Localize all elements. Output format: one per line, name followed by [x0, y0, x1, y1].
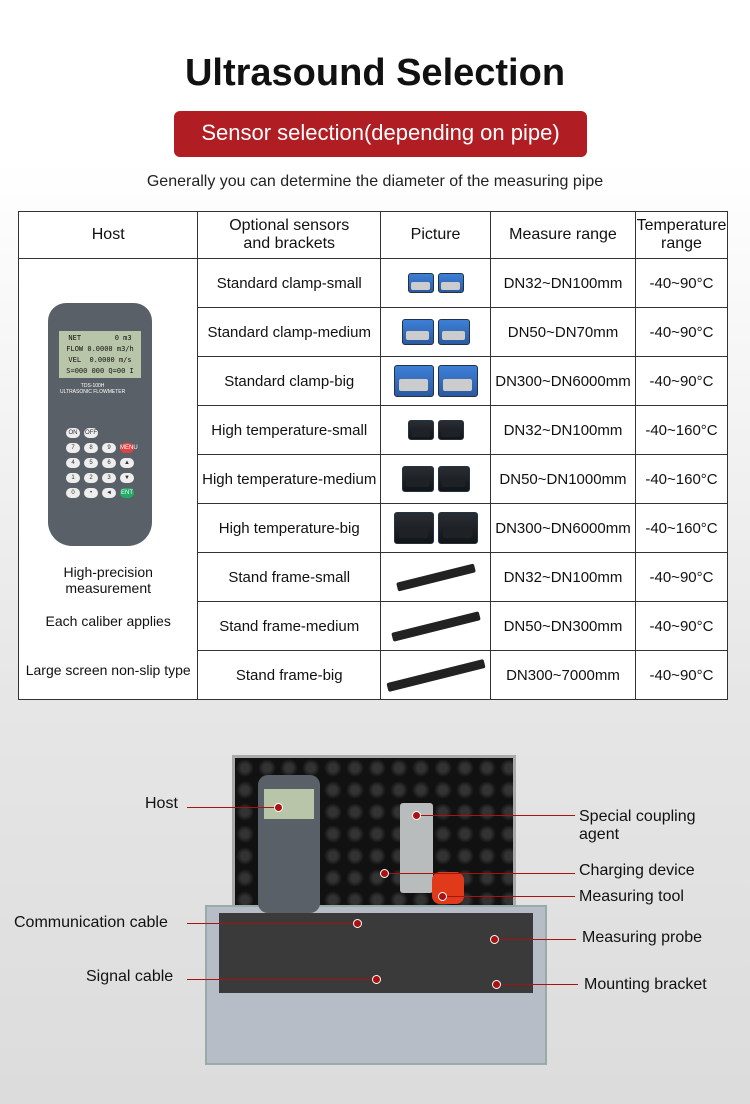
temperature-range: -40~160°C [635, 455, 727, 504]
measure-range: DN32~DN100mm [491, 259, 636, 308]
device-key: 7 [66, 443, 80, 453]
host-device-image [48, 303, 152, 546]
sensor-name: High temperature-big [198, 504, 381, 553]
sensor-name: High temperature-medium [198, 455, 381, 504]
device-key: 8 [84, 443, 98, 453]
sensor-name: Standard clamp-big [198, 357, 381, 406]
header-range: Measure range [491, 212, 636, 259]
measure-range: DN50~DN70mm [491, 308, 636, 357]
temperature-range: -40~90°C [635, 308, 727, 357]
sensor-picture [381, 504, 491, 553]
sensor-icon [402, 466, 434, 492]
sensor-icon [438, 365, 478, 397]
measuring-tape [432, 872, 464, 904]
measure-range: DN300~7000mm [491, 651, 636, 700]
temperature-range: -40~160°C [635, 504, 727, 553]
header-picture: Picture [381, 212, 491, 259]
sensor-icon [438, 319, 470, 345]
device-model: TDS-100H [80, 383, 105, 389]
measure-range: DN300~DN6000mm [491, 504, 636, 553]
page-title: Ultrasound Selection [184, 52, 566, 94]
sensor-icon [408, 273, 434, 293]
measure-range: DN50~DN1000mm [491, 455, 636, 504]
device-key: 0 [66, 488, 80, 498]
host-feature: Each caliber applies [45, 613, 171, 629]
label-measuring-tool: Measuring tool [579, 888, 684, 905]
sensor-name: Stand frame-big [198, 651, 381, 700]
sensor-picture [381, 455, 491, 504]
device-lcd: NET 0 m3 FLOW 0.0000 m3/h VEL 0.0000 m/s S=000 000 Q=00 I [59, 331, 141, 378]
header-host: Host [19, 212, 198, 259]
measure-range: DN32~DN100mm [491, 553, 636, 602]
device-key: 1 [66, 473, 80, 483]
device-key: 5 [84, 458, 98, 468]
header-sensors: Optional sensors and brackets [198, 212, 381, 259]
sensor-picture [381, 602, 491, 651]
stand-frame-icon [391, 611, 481, 642]
temperature-range: -40~90°C [635, 259, 727, 308]
device-key: 4 [66, 458, 80, 468]
label-communication-cable: Communication cable [14, 914, 168, 931]
label-mounting-bracket: Mounting bracket [584, 976, 707, 993]
case-host-device [258, 775, 320, 913]
sensor-icon [438, 273, 464, 293]
device-key: 6 [102, 458, 116, 468]
sensor-name: Stand frame-medium [198, 602, 381, 651]
host-feature: Large screen non-slip type [25, 662, 191, 678]
label-signal-cable: Signal cable [86, 968, 174, 985]
label-measuring-probe: Measuring probe [582, 929, 703, 946]
host-cell [19, 259, 198, 700]
device-brand: ULTRASONIC FLOWMETER [60, 389, 126, 395]
device-key: 2 [84, 473, 98, 483]
sensor-icon [438, 512, 478, 544]
sensor-picture [381, 259, 491, 308]
sensor-picture [381, 308, 491, 357]
stand-frame-icon [396, 563, 476, 591]
sensor-picture [381, 553, 491, 602]
table-row [19, 259, 728, 308]
device-key: ▲ [120, 458, 134, 468]
header-temp: Temperature range [635, 212, 727, 259]
measure-range: DN300~DN6000mm [491, 357, 636, 406]
device-key: MENU [120, 445, 138, 451]
sensor-icon [408, 420, 434, 440]
sensor-picture [381, 406, 491, 455]
temperature-range: -40~90°C [635, 651, 727, 700]
temperature-range: -40~90°C [635, 357, 727, 406]
sensor-name: Standard clamp-medium [198, 308, 381, 357]
subtitle-banner: Sensor selection(depending on pipe) [174, 111, 587, 157]
device-key: ENT [121, 490, 133, 496]
description: Generally you can determine the diameter of the measuring pipe [146, 173, 604, 190]
device-key: 9 [102, 443, 116, 453]
sensor-icon [402, 319, 434, 345]
device-key: ▼ [120, 473, 134, 483]
sensor-name: High temperature-small [198, 406, 381, 455]
temperature-range: -40~160°C [635, 406, 727, 455]
sensor-picture [381, 651, 491, 700]
sensor-name: Stand frame-small [198, 553, 381, 602]
label-host: Host [145, 795, 178, 812]
sensor-picture [381, 357, 491, 406]
sensor-icon [394, 365, 434, 397]
device-key: • [84, 488, 98, 498]
host-feature: High-precision measurement [63, 564, 153, 596]
sensor-icon [394, 512, 434, 544]
sensor-icon [438, 466, 470, 492]
measure-range: DN50~DN300mm [491, 602, 636, 651]
temperature-range: -40~90°C [635, 553, 727, 602]
temperature-range: -40~90°C [635, 602, 727, 651]
device-key: 3 [102, 473, 116, 483]
sensor-name: Standard clamp-small [198, 259, 381, 308]
stand-frame-icon [386, 659, 485, 692]
device-key: ◄ [102, 488, 116, 498]
device-key: OFF [85, 430, 97, 436]
label-coupling-agent: Special coupling agent [579, 808, 696, 843]
label-charging-device: Charging device [579, 862, 695, 879]
sensor-table [18, 211, 728, 700]
measure-range: DN32~DN100mm [491, 406, 636, 455]
sensor-icon [438, 420, 464, 440]
device-key: ON [66, 428, 80, 438]
table-header [19, 212, 728, 259]
